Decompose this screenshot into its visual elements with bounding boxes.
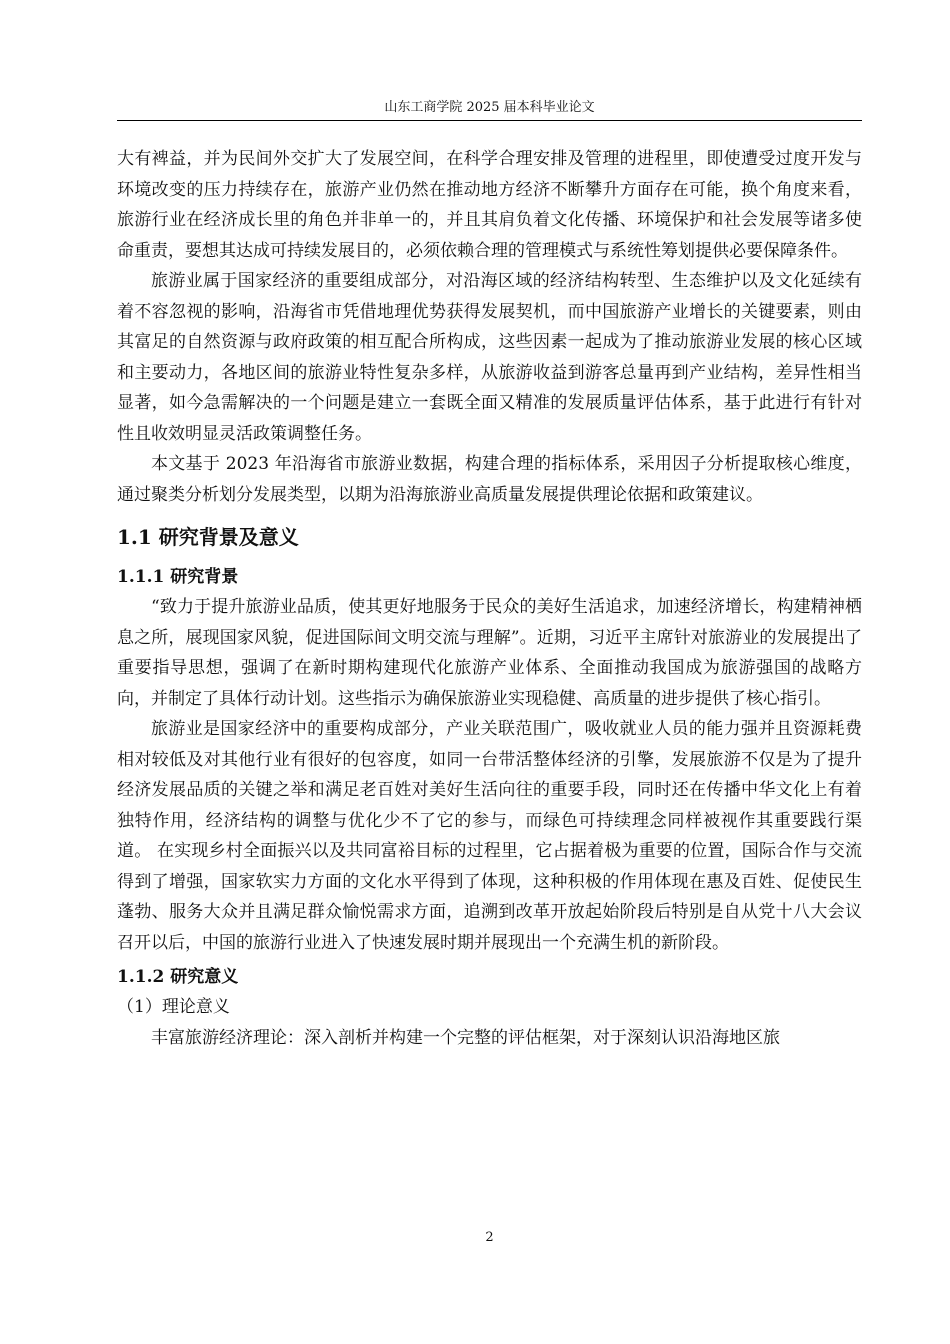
section-heading-1-1: 1.1 研究背景及意义 <box>117 525 299 549</box>
running-header: 山东工商学院 2025 届本科毕业论文 <box>384 100 595 115</box>
paragraph: “致力于提升旅游业品质，使其更好地服务于民众的美好生活追求，加速经济增长，构建精神栖息之所，展现国家风貌，促进国际间文明交流与理解”。近期，习近平主席针对旅游业的发展提出了重要指导思想，强调了在新时期构建现代化旅游产业体系、全面推动我国成为旅游强国的战略方向，并制定了具体行动计划。这些指示为确保旅游业实现稳健、高质量的进步提供了核心指引。 <box>117 597 862 709</box>
paragraph: 旅游业属于国家经济的重要组成部分，对沿海区域的经济结构转型、生态维护以及文化延续有着不容忽视的影响，沿海省市凭借地理优势获得发展契机，而中国旅游产业增长的关键要素，则由其富足的自然资源与政府政策的相互配合所构成，这些因素一起成为了推动旅游业发展的核心区域和主要动力，各地区间的旅游业特性复杂多样，从旅游收益到游客总量再到产业结构，差异性相当显著，如今急需解决的一个问题是建立一套既全面又精准的发展质量评估体系，基于此进行有针对性且收效明显灵活政策调整任务。 <box>117 271 862 444</box>
header-rule <box>117 120 862 121</box>
paragraph: 本文基于 2023 年沿海省市旅游业数据，构建合理的指标体系，采用因子分析提取核心维度，通过聚类分析划分发展类型，以期为沿海旅游业高质量发展提供理论依据和政策建议。 <box>117 454 862 505</box>
paragraph: 丰富旅游经济理论：深入剖析并构建一个完整的评估框架，对于深刻认识沿海地区旅 <box>151 1027 780 1048</box>
page-number: 2 <box>485 1230 494 1245</box>
subsection-heading-1-1-2: 1.1.2 研究意义 <box>117 967 239 987</box>
paragraph-continued: 大有裨益，并为民间外交扩大了发展空间，在科学合理安排及管理的进程里，即使遭受过度开发与环境改变的压力持续存在，旅游产业仍然在推动地方经济不断攀升方面存在可能，换个角度来看，旅游行业在经济成长里的角色并非单一的，并且其肩负着文化传播、环境保护和社会发展等诸多使命重责，要想其达成可持续发展目的，必须依赖合理的管理模式与系统性筹划提供必要保障条件。 <box>117 149 862 261</box>
list-item-theory: （1）理论意义 <box>117 997 230 1017</box>
subsection-heading-1-1-1: 1.1.1 研究背景 <box>117 567 239 587</box>
body-text <box>117 144 862 1053</box>
paragraph: 旅游业是国家经济中的重要构成部分，产业关联范围广，吸收就业人员的能力强并且资源耗费相对较低及对其他行业有很好的包容度，如同一台带活整体经济的引擎，发展旅游不仅是为了提升经济发展品质的关键之举和满足老百姓对美好生活向往的重要手段，同时还在传播中华文化上有着独特作用，经济结构的调整与优化少不了它的参与，而绿色可持续理念同样被视作其重要践行渠道。 在实现乡村全面振兴以及共同富裕目标的过程里，它占据着极为重要的位置，国际合作与交流得到了增强，国家软实力方面的文化水平得到了体现，这种积极的作用体现在惠及百姓、促使民生蓬勃、服务大众并且满足群众愉悦需求方面，追溯到改革开放起始阶段后特别是自从党十八大会议召开以后，中国的旅游行业进入了快速发展时期并展现出一个充满生机的新阶段。 <box>117 719 862 953</box>
